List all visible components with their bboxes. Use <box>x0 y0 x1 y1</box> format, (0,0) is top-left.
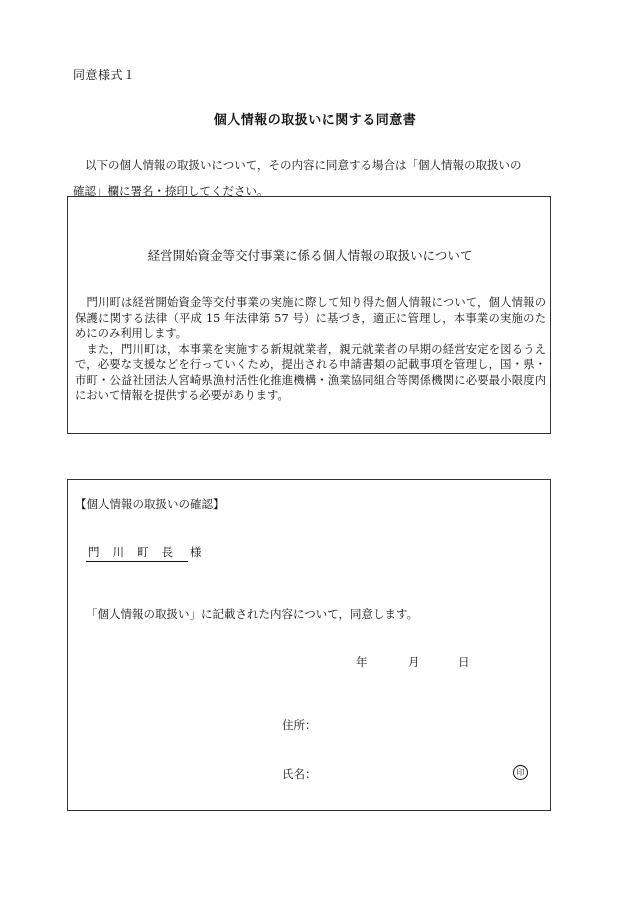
intro-line-2: 確認」欄に署名・捺印してください。 <box>73 184 269 198</box>
info-box-subtitle: 経営開始資金等交付事業に係る個人情報の取扱いについて <box>147 248 473 263</box>
confirm-heading: 【個人情報の取扱いの確認】 <box>75 497 225 511</box>
info-paragraphs <box>75 295 546 404</box>
info-box <box>67 196 551 434</box>
address-label: 住所： <box>282 718 317 732</box>
address-field[interactable] <box>282 717 317 733</box>
addressee <box>86 544 202 562</box>
date-month: 月 <box>408 655 420 669</box>
info-paragraph-2: また，門川町は，本事業を実施する新規就業者，親元就業者の早期の経営安定を図るうえで，必要な支援などを行っていくため，提出される申請書類の記載事項を管理し，国・県・市町・公益社団法人宮崎県漁村活性化推進機構・漁業協同組合等関係機関に必要最小限度内において情報を提供する必要があります。 <box>75 342 546 402</box>
info-paragraph-1: 門川町は経営開始資金等交付事業の実施に際して知り得た個人情報について，個人情報の保護に関する法律（平成 15 年法律第 57 号）に基づき，適正に管理し，本事業の実施のためにのみ利用します。 <box>75 296 546 340</box>
page-title: 個人情報の取扱いに関する同意書 <box>213 113 417 128</box>
date-field[interactable] <box>356 654 470 670</box>
date-year: 年 <box>356 655 368 669</box>
date-day: 日 <box>458 655 470 669</box>
honorific: 様 <box>190 545 202 559</box>
confirm-box <box>67 479 551 811</box>
form-number: 同意様式１ <box>73 68 136 82</box>
seal-mark: 印 <box>513 765 528 780</box>
name-field[interactable] <box>282 766 317 782</box>
name-label: 氏名： <box>282 767 317 781</box>
intro-line-1: 以下の個人情報の取扱いについて，その内容に同意する場合は「個人情報の取扱いの <box>85 158 522 172</box>
consent-statement: 「個人情報の取扱い」に記載された内容について，同意します。 <box>86 607 419 621</box>
addressee-name: 門川町長 <box>86 544 188 562</box>
